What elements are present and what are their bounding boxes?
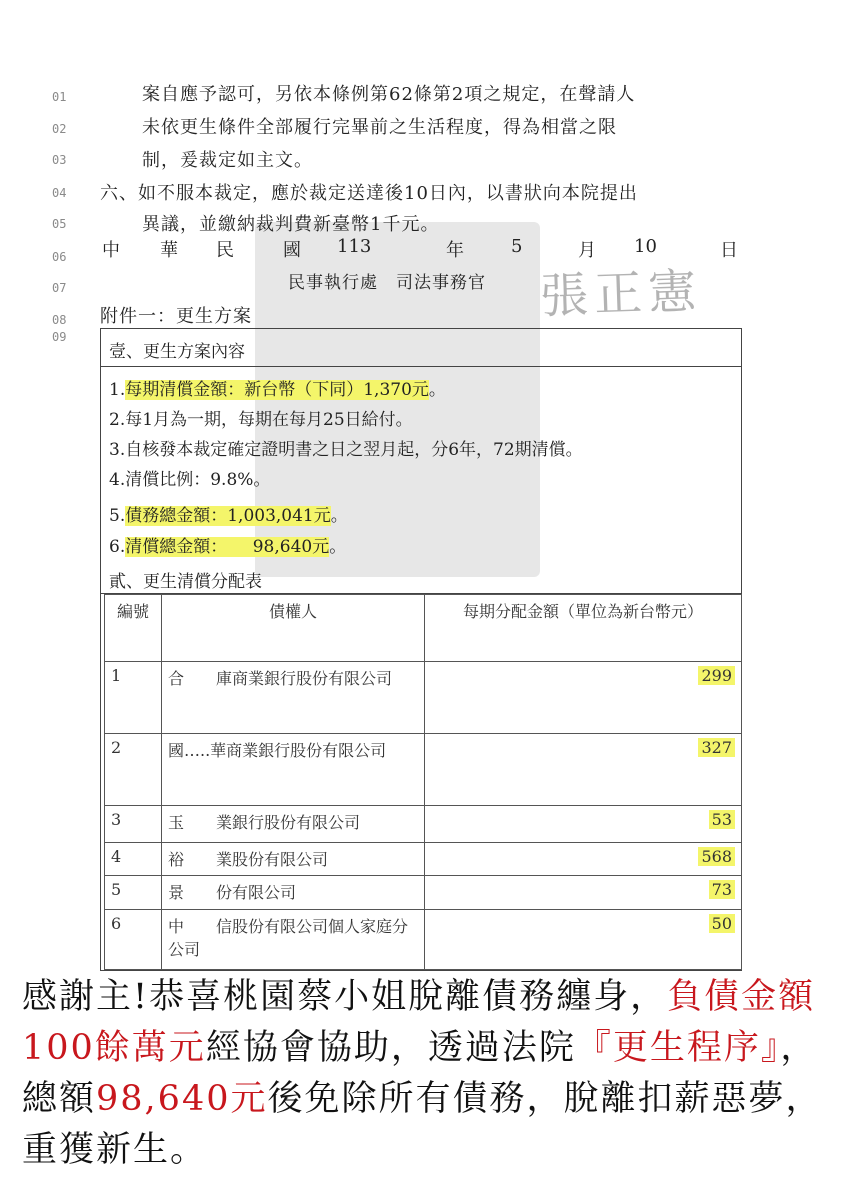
plan-item: 2.每1月為一期，每期在每月25日給付。 [109,410,413,430]
plan-header [101,329,741,367]
date-char: 日 [720,240,738,261]
date-char: 國 [283,240,301,261]
cell-no: 4 [105,843,162,876]
line-number: 04 [52,186,67,200]
line-number: 02 [52,122,67,136]
plan-item-prefix: 6. [109,537,126,557]
header-creditor: 債權人 [162,595,425,662]
signature-image: 張正憲 [539,263,704,325]
line-number: 07 [52,281,67,295]
note-text: 後免除所有債務，脫離扣薪惡夢，重獲新生。 [22,1079,823,1170]
cell-amount [425,843,742,876]
highlighted-text: 每期清償金額：新台幣（下同）1,370元 [125,380,429,400]
line-number: 03 [52,153,67,167]
amount-value: 53 [709,810,735,829]
table-row [105,806,742,843]
distribution-table [104,594,742,970]
cell-amount [425,876,742,910]
plan-item [109,375,446,400]
cell-amount [425,662,742,734]
annex-title: 附件一：更生方案 [100,306,252,327]
body-line-02: 未依更生條件全部履行完畢前之生活程度，得為相當之限 [142,117,617,138]
table-header-row [105,595,742,662]
amount-value: 568 [698,847,735,866]
header-no: 編號 [105,595,162,662]
cell-creditor: 國…..華商業銀行股份有限公司 [162,734,425,806]
amount-value: 299 [698,666,735,685]
table-row [105,876,742,910]
body-line-03: 制，爰裁定如主文。 [142,150,313,171]
line-number: 09 [52,330,67,344]
highlighted-text: 債務總金額：1,003,041元 [125,506,331,526]
date-char: 113 [337,236,372,257]
date-char: 華 [160,240,178,261]
plan-item-suffix: 。 [330,506,348,526]
cell-no: 5 [105,876,162,910]
table-row [105,910,742,970]
cell-no: 1 [105,662,162,734]
body-line-05: 異議，並繳納裁判費新臺幣1千元。 [142,214,440,235]
table-row [105,662,742,734]
table-row [105,734,742,806]
plan-item-suffix: 。 [329,537,347,557]
congratulation-note [22,972,828,1176]
distribution-title: 貳、更生清償分配表 [109,572,262,592]
cell-no: 2 [105,734,162,806]
date-char: 月 [578,240,596,261]
body-line-01: 案自應予認可，另依本條例第62條第2項之規定，在聲請人 [142,84,636,105]
note-text: 經協會協助，透過法院 [205,1028,576,1068]
plan-header-text: 壹、更生方案內容 [109,342,245,362]
note-total-amount: 98,640元 [96,1079,268,1119]
date-char: 年 [446,240,464,261]
cell-creditor: 中 信股份有限公司個人家庭分公司 [162,910,425,970]
office-title: 民事執行處 司法事務官 [288,273,486,293]
cell-no: 3 [105,806,162,843]
note-procedure: 『更生程序』 [575,1028,781,1068]
header-amount: 每期分配金額（單位為新台幣元） [425,595,742,662]
note-text: 感謝主!恭喜桃園蔡小姐脫離債務纏身， [22,977,668,1017]
cell-amount [425,910,742,970]
plan-item [109,532,346,557]
line-number: 01 [52,90,67,104]
date-char: 中 [102,240,120,261]
amount-value: 73 [709,880,735,899]
cell-amount [425,806,742,843]
cell-creditor: 玉 業銀行股份有限公司 [162,806,425,843]
date-char: 民 [216,240,234,261]
cell-amount [425,734,742,806]
plan-item: 3.自核發本裁定確定證明書之日之翌月起，分6年，72期清償。 [109,440,583,460]
body-line-04: 六、如不服本裁定，應於裁定送達後10日內，以書狀向本院提出 [100,183,638,204]
cell-creditor: 合 庫商業銀行股份有限公司 [162,662,425,734]
plan-item-suffix: 。 [428,380,446,400]
plan-item [109,501,348,526]
amount-value: 50 [709,914,735,933]
note-debt-amount: 負債金額100餘萬元 [22,977,816,1068]
cell-creditor: 景 份有限公司 [162,876,425,910]
cell-creditor: 裕 業股份有限公司 [162,843,425,876]
date-char: 5 [511,236,523,257]
decision-date [0,236,848,262]
note-text: ，總額 [22,1028,818,1119]
table-row [105,843,742,876]
highlighted-text: 清償總金額： 98,640元 [125,537,330,557]
plan-item-prefix: 1. [109,380,126,400]
plan-item: 4.清償比例：9.8%。 [109,470,271,490]
line-number: 06 [52,250,67,264]
cell-no: 6 [105,910,162,970]
date-char: 10 [634,236,657,257]
line-number: 08 [52,313,67,327]
line-number: 05 [52,217,67,231]
plan-item-prefix: 5. [109,506,126,526]
amount-value: 327 [698,738,735,757]
plan-content-box [100,328,742,594]
